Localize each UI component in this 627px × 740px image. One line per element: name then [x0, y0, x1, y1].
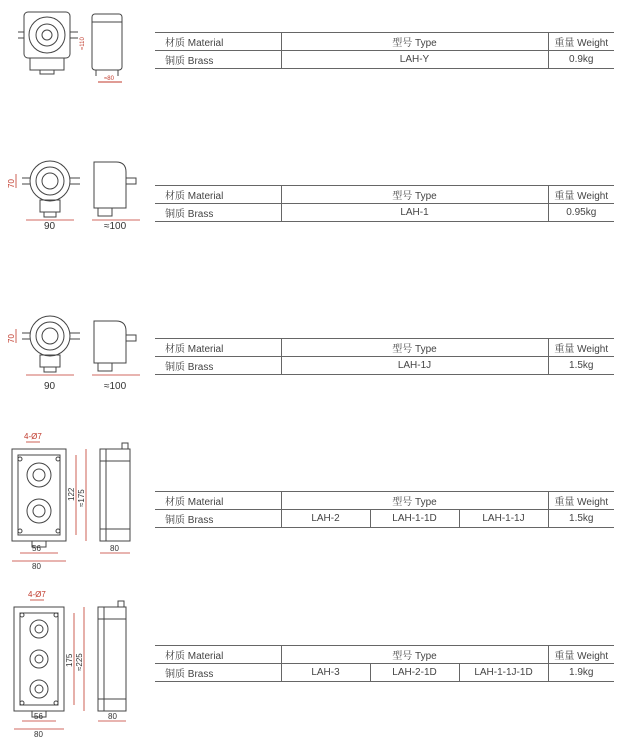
spec-table-5 [155, 645, 614, 682]
product-block-2 [0, 150, 627, 240]
dim-outer-h: ≈225 [75, 653, 84, 671]
type-value: LAH-1 [281, 204, 548, 222]
material-value: 铜质 Brass [155, 664, 281, 682]
material-header: 材质 Material [155, 339, 281, 357]
material-header: 材质 Material [155, 186, 281, 204]
weight-value: 1.5kg [548, 357, 614, 375]
product-block-1 [0, 0, 627, 90]
material-value: 铜质 Brass [155, 510, 281, 528]
weight-value: 1.5kg [548, 510, 614, 528]
weight-value: 1.9kg [548, 664, 614, 682]
type-header: 型号 Type [281, 339, 548, 357]
weight-header: 重量 Weight [548, 492, 614, 510]
material-value: 铜质 Brass [155, 204, 281, 222]
weight-header: 重量 Weight [548, 33, 614, 51]
material-value: 铜质 Brass [155, 357, 281, 375]
dim-holes: 4-Ø7 [24, 432, 42, 441]
product-block-3 [0, 305, 627, 395]
drawing-lah-3 [0, 585, 150, 740]
type-value: LAH-3 [281, 664, 370, 682]
type-value: LAH-1J [281, 357, 548, 375]
type-value: LAH-2 [281, 510, 370, 528]
spec-table-2 [155, 185, 614, 222]
dim-depth: 80 [110, 544, 119, 553]
dim-outer-w: 80 [34, 730, 43, 739]
type-value: LAH-1-1J [459, 510, 548, 528]
weight-header: 重量 Weight [548, 339, 614, 357]
dim-outer-h: ≈175 [77, 489, 86, 507]
weight-header: 重量 Weight [548, 646, 614, 664]
dim-side: ≈80 [104, 76, 114, 82]
type-header: 型号 Type [281, 492, 548, 510]
type-value: LAH-Y [281, 51, 548, 69]
dim-inner-h: 122 [67, 487, 76, 501]
dim-inner-w: 56 [32, 544, 41, 553]
type-value: LAH-1-1J-1D [459, 664, 548, 682]
spec-table-4 [155, 491, 614, 528]
dim-inner-w: 56 [34, 712, 43, 721]
material-header: 材质 Material [155, 33, 281, 51]
spec-table-3 [155, 338, 614, 375]
drawing-lah-2 [0, 425, 150, 570]
weight-header: 重量 Weight [548, 186, 614, 204]
dim-depth: 80 [108, 712, 117, 721]
dim-vert: 70 [7, 334, 16, 343]
type-value: LAH-1-1D [370, 510, 459, 528]
dim-holes: 4-Ø7 [28, 590, 46, 599]
material-value: 铜质 Brass [155, 51, 281, 69]
drawing-lah-y [0, 0, 150, 90]
weight-value: 0.95kg [548, 204, 614, 222]
product-block-5 [0, 585, 627, 740]
dim-vert: 70 [7, 179, 16, 188]
material-header: 材质 Material [155, 492, 281, 510]
dim-inner-h: 175 [65, 653, 74, 667]
dim-height: ≈110 [80, 37, 86, 50]
drawing-lah-1 [0, 150, 150, 240]
dim-width: 90 [44, 381, 56, 392]
material-header: 材质 Material [155, 646, 281, 664]
product-block-4 [0, 425, 627, 570]
dim-depth: ≈100 [104, 381, 127, 392]
spec-table-1 [155, 32, 614, 69]
type-header: 型号 Type [281, 186, 548, 204]
type-value: LAH-2-1D [370, 664, 459, 682]
type-header: 型号 Type [281, 33, 548, 51]
dim-outer-w: 80 [32, 562, 41, 570]
weight-value: 0.9kg [548, 51, 614, 69]
dim-depth: ≈100 [104, 221, 127, 232]
dim-width: 90 [44, 221, 56, 232]
type-header: 型号 Type [281, 646, 548, 664]
drawing-lah-1j [0, 305, 150, 395]
